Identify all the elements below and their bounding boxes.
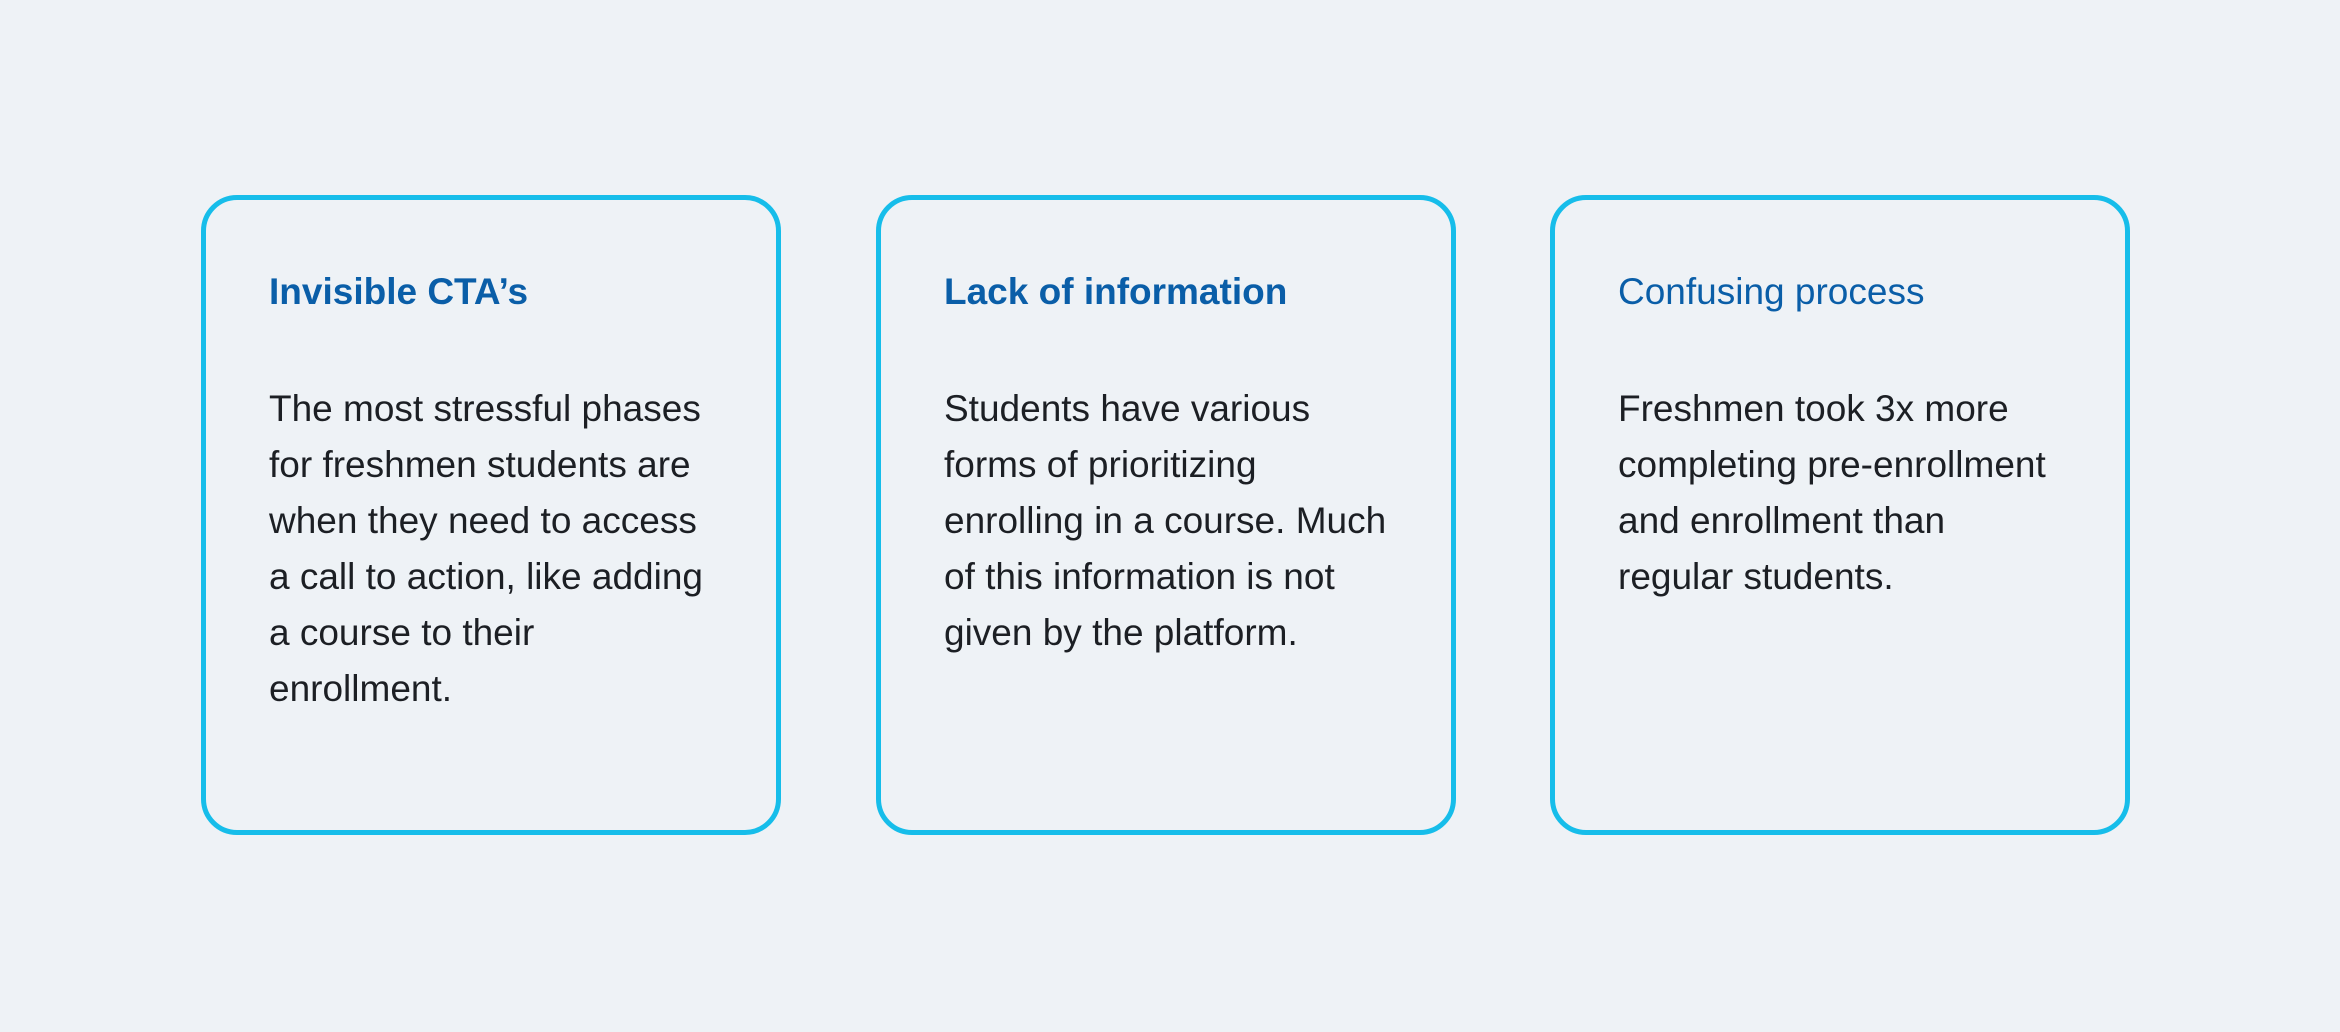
card-title: Confusing process — [1618, 271, 1925, 312]
card-title: Lack of information — [944, 271, 1288, 312]
card-title: Invisible CTA’s — [269, 271, 529, 312]
card-body: Freshmen took 3x more completing pre-enrollment and enrollment than regular students. — [1618, 388, 2046, 597]
card-body: The most stressful phases for freshmen students are when they need to access a call to action, like adding a course to their enrollment. — [269, 388, 703, 709]
card-invisible-ctas — [201, 195, 781, 835]
card-confusing-process — [1550, 195, 2130, 835]
card-lack-of-information — [876, 195, 1456, 835]
card-body: Students have various forms of prioritizing enrolling in a course. Much of this information is not given by the platform. — [944, 388, 1387, 653]
